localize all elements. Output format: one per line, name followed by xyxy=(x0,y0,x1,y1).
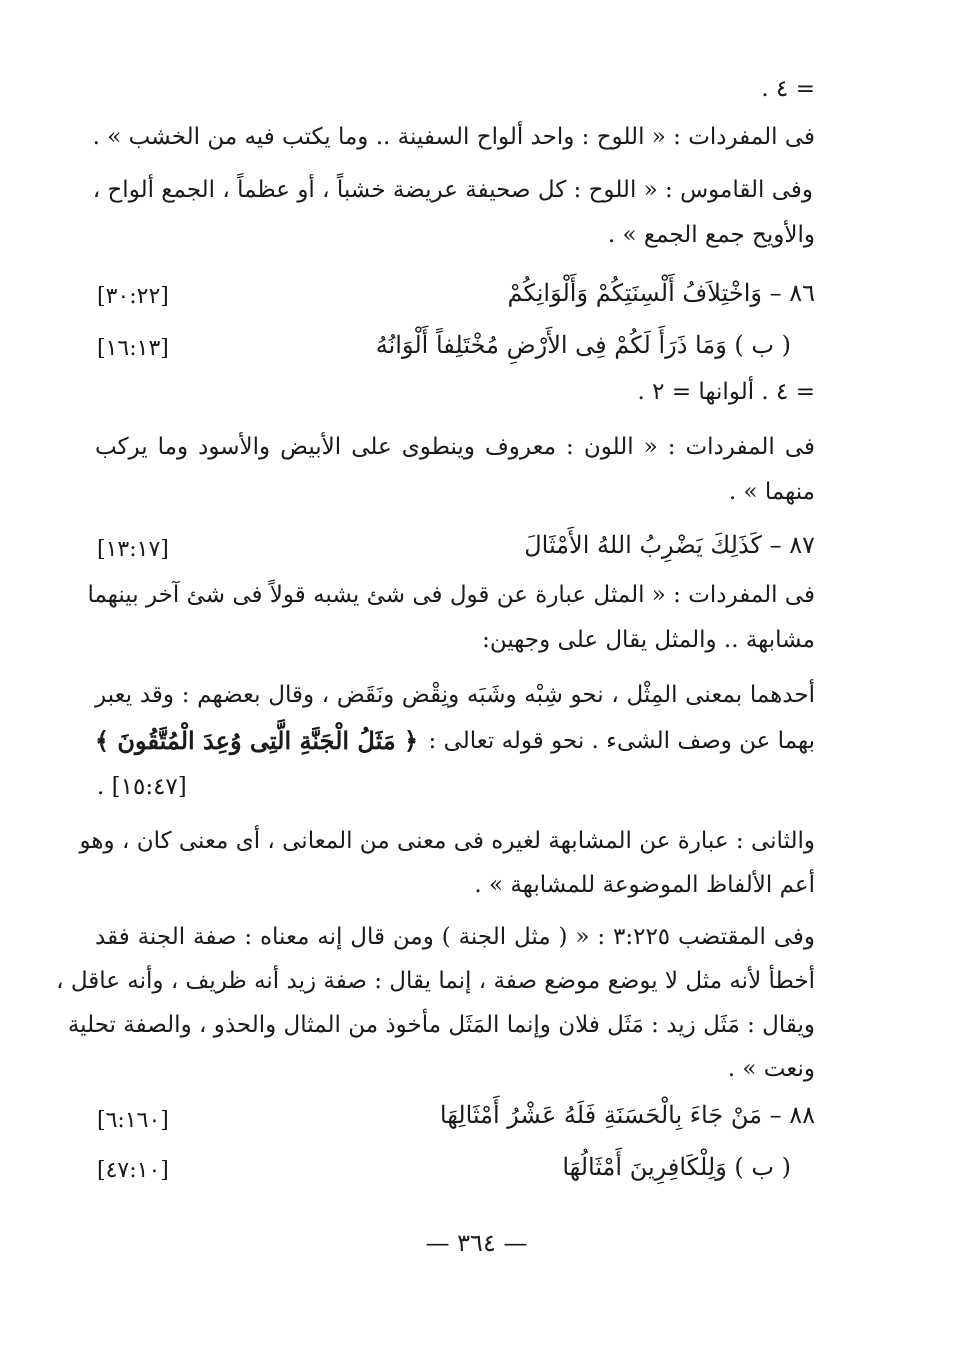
verse-line: ٨٨ – مَنْ جَاءَ بِالْحَسَنَةِ فَلَهُ عَشْرُ أَمْثَالِهَا xyxy=(439,1101,815,1129)
text-line: ونعت » . xyxy=(727,1056,815,1082)
text-line: فى المفردات : « اللون : معروف وينطوى على الأبيض والأسود وما يركب xyxy=(95,434,815,460)
verse-line: ( ب ) وَمَا ذَرَأَ لَكُمْ فِى الأَرْضِ مُخْتَلِفاً أَلْوَانُهُ xyxy=(375,331,791,359)
verse-line: ٨٧ – كَذَلِكَ يَضْرِبُ اللهُ الأَمْثَالَ xyxy=(524,531,815,559)
verse-reference: [٤٧:١٠] xyxy=(97,1158,169,1183)
verse-reference: . [١٥:٤٧] xyxy=(97,774,187,800)
page-number: — ٣٦٤ — xyxy=(425,1229,528,1257)
text-line: فى المفردات : « اللوح : واحد ألواح السفينة .. وما يكتب فيه من الخشب » . xyxy=(92,124,815,150)
text-segment: بهما عن وصف الشىء . نحو قوله تعالى : xyxy=(428,728,815,754)
text-line: أعم الألفاظ الموضوعة للمشابهة » . xyxy=(474,872,815,898)
text-line: فى المفردات : « المثل عبارة عن قول فى شئ يشبه قولاً فى شئ آخر بينهما xyxy=(87,582,815,608)
quran-quote: ﴿ مَثَلُ الْجَنَّةِ الَّتِى وُعِدَ الْمُتَّقُونَ ﴾ xyxy=(95,726,419,755)
text-line: مشابهة .. والمثل يقال على وجهين: xyxy=(482,627,815,653)
text-line: وفى المقتضب ٣:٢٢٥ : « ( مثل الجنة ) ومن قال إنه معناه : صفة الجنة فقد xyxy=(95,924,815,950)
text-line: أخطأ لأنه مثل لا يوضع موضع صفة ، إنما يقال : صفة زيد أنه ظريف ، وأنه عاقل ، xyxy=(56,968,815,994)
text-line: وفى القاموس : « اللوح : كل صحيفة عريضة خشباً ، أو عظماً ، الجمع ألواح ، xyxy=(92,177,813,203)
text-line: منهما » . xyxy=(728,479,815,505)
verse-reference: [١٦:١٣] xyxy=(97,336,169,361)
verse-line: ( ب ) وَلِلْكَافِرِينَ أَمْثَالُهَا xyxy=(562,1153,791,1181)
verse-reference: [٦:١٦٠] xyxy=(97,1108,169,1133)
verse-reference: [١٣:١٧] xyxy=(97,537,169,562)
text-line xyxy=(95,726,815,756)
text-line: = ٤ . xyxy=(761,76,815,102)
text-line: أحدهما بمعنى المِثْل ، نحو شِبْه وشَبَه ونِقْض ونَقَض ، وقال بعضهم : وقد يعبر xyxy=(95,682,815,708)
text-line: والأويح جمع الجمع » . xyxy=(607,222,815,248)
verse-line: ٨٦ – وَاخْتِلاَفُ أَلْسِنَتِكُمْ وَأَلْوَانِكُمْ xyxy=(507,279,815,307)
text-line: والثانى : عبارة عن المشابهة لغيره فى معنى من المعانى ، أى معنى كان ، وهو xyxy=(79,828,815,854)
text-line: = ٤ . ألوانها = ٢ . xyxy=(637,379,815,405)
verse-reference: [٣٠:٢٢] xyxy=(97,284,169,309)
text-line: ويقال : مَثَل زيد : مَثَل فلان وإنما المَثَل مأخوذ من المثال والحذو ، والصفة تحلية xyxy=(67,1012,815,1038)
